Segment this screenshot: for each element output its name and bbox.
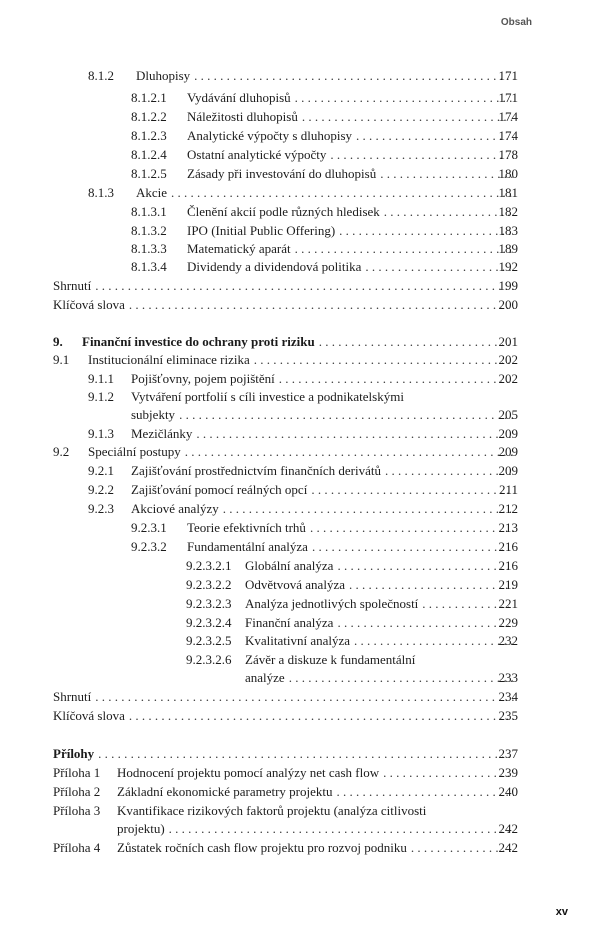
toc-entry-title: Vytváření portfolií s cíli investice a podnikatelskými xyxy=(131,389,404,404)
toc-entry-title: Odvětvová analýza xyxy=(245,577,345,592)
toc-entry-title: Závěr a diskuze k fundamentální xyxy=(245,652,416,667)
toc-entry-page: 205 xyxy=(498,407,518,422)
toc-entry-title-line xyxy=(131,501,518,517)
leader-dots xyxy=(129,708,514,724)
toc-entry-number: 9.1.2 xyxy=(88,389,114,404)
toc-entry-title-line xyxy=(117,803,426,819)
toc-entry-title-line xyxy=(117,840,518,856)
toc-entry-title: Teorie efektivních trhů xyxy=(187,520,306,535)
toc-entry-title: Institucionální eliminace rizika xyxy=(88,352,250,367)
toc-entry-title: Mezičlánky xyxy=(131,426,193,441)
toc-entry-title: Dluhopisy xyxy=(136,68,191,83)
toc-entry-title-line xyxy=(117,821,518,837)
toc-entry-title: Fundamentální analýza xyxy=(187,539,308,554)
toc-entry-title: Analytické výpočty s dluhopisy xyxy=(187,128,353,143)
toc-entry-title-line xyxy=(187,109,518,125)
toc-entry-title: Zajišťování pomocí reálných opcí xyxy=(131,482,308,497)
toc-entry-number: Příloha 3 xyxy=(53,803,101,818)
toc-entry-title-line xyxy=(187,90,518,106)
leader-dots xyxy=(171,185,514,201)
toc-entry-number: 9. xyxy=(53,334,63,349)
toc-entry-title: Finanční investice do ochrany proti riziku xyxy=(82,334,315,349)
toc-entry-title-line xyxy=(131,482,518,498)
toc-entry-number: 8.1.2 xyxy=(88,68,114,83)
toc-entry-page: 182 xyxy=(498,204,518,219)
toc-entry-page: 239 xyxy=(498,765,518,780)
toc-entry-title-line xyxy=(187,147,518,163)
toc-entry-title: Vydávání dluhopisů xyxy=(187,90,291,105)
toc-entry-number: 8.1.3.2 xyxy=(131,223,167,238)
toc-entry-number: 9.2 xyxy=(53,444,70,459)
leader-dots xyxy=(254,352,514,368)
toc-entry-number: 8.1.2.3 xyxy=(131,128,167,143)
toc-entry-page: 202 xyxy=(498,352,518,367)
toc-entry-title: Kvalitativní analýza xyxy=(245,633,351,648)
toc-entry-number: 9.2.3.2.4 xyxy=(186,615,232,630)
toc-entry-page: 181 xyxy=(498,185,518,200)
toc-entry-title: Speciální postupy xyxy=(88,444,181,459)
toc-entry-title: Kvantifikace rizikových faktorů projektu (analýza citlivosti xyxy=(117,803,427,818)
toc-entry-title: Akciové analýzy xyxy=(131,501,219,516)
toc-entry-page: 221 xyxy=(498,596,518,611)
toc-entry-page: 211 xyxy=(498,482,518,497)
toc-entry-number: 8.1.3.3 xyxy=(131,241,167,256)
toc-entry-title-line xyxy=(131,463,518,479)
leader-dots xyxy=(169,821,514,837)
toc-entry-title: Matematický aparát xyxy=(187,241,291,256)
toc-entry-number: 8.1.3.1 xyxy=(131,204,167,219)
toc-entry-number: 9.2.3 xyxy=(88,501,114,516)
toc-entry-title: Pojišťovny, pojem pojištění xyxy=(131,371,275,386)
toc-entry-number: Příloha 4 xyxy=(53,840,101,855)
toc-entry-page: 242 xyxy=(498,821,518,836)
toc-entry-page: 209 xyxy=(498,444,518,459)
toc-entry-title-line xyxy=(187,166,518,182)
leader-dots xyxy=(223,501,514,517)
toc-entry-title: Finanční analýza xyxy=(245,615,334,630)
toc-entry-number: 9.2.3.2.3 xyxy=(186,596,232,611)
toc-entry-title-line xyxy=(131,407,518,423)
toc-entry-title-line xyxy=(187,223,518,239)
toc-entry-title: projektu) xyxy=(117,821,165,836)
toc-entry-title-line xyxy=(187,204,518,220)
toc-entry-number: 9.2.3.2.2 xyxy=(186,577,232,592)
toc-entry-title-line xyxy=(187,259,518,275)
toc-entry-page: 240 xyxy=(498,784,518,799)
toc-entry-title: Zůstatek ročních cash flow projektu pro rozvoj podniku xyxy=(117,840,407,855)
toc-entry-number: Příloha 1 xyxy=(53,765,101,780)
toc-entry-page: 180 xyxy=(498,166,518,181)
toc-entry-page: 233 xyxy=(498,670,518,685)
toc-entry-title: Klíčová slova xyxy=(53,708,125,723)
toc-entry-title-line xyxy=(245,652,415,668)
toc-entry-title: Globální analýza xyxy=(245,558,334,573)
toc-entry-title-line xyxy=(53,689,518,705)
toc-entry-title-line xyxy=(88,444,518,460)
toc-entry-title-line xyxy=(136,68,518,84)
toc-entry-page: 174 xyxy=(498,109,518,124)
toc-entry-number: 9.2.3.2.1 xyxy=(186,558,232,573)
leader-dots xyxy=(95,278,514,294)
toc-entry-title-line xyxy=(53,297,518,313)
toc-entry-number: 8.1.3 xyxy=(88,185,114,200)
toc-entry-title-line xyxy=(131,426,518,442)
toc-entry-title-line xyxy=(136,185,518,201)
toc-entry-page: 171 xyxy=(498,68,518,83)
toc-entry-title-line xyxy=(187,241,518,257)
toc-entry-page: 171 xyxy=(498,90,518,105)
toc-entry-page: 201 xyxy=(498,334,518,349)
toc-entry-title: IPO (Initial Public Offering) xyxy=(187,223,336,238)
toc-entry-number: 9.2.3.2 xyxy=(131,539,167,554)
toc-entry-page: 209 xyxy=(498,426,518,441)
leader-dots xyxy=(129,297,514,313)
toc-entry-page: 235 xyxy=(498,708,518,723)
toc-entry-page: 216 xyxy=(498,539,518,554)
toc-entry-title-line xyxy=(82,334,518,350)
toc-entry-title-line xyxy=(187,539,518,555)
toc-entry-number: 9.2.3.2.5 xyxy=(186,633,232,648)
toc-entry-title-line xyxy=(131,371,518,387)
leader-dots xyxy=(196,426,514,442)
toc-entry-page: 242 xyxy=(498,840,518,855)
toc-entry-page: 209 xyxy=(498,463,518,478)
toc-entry-title: Shrnutí xyxy=(53,278,92,293)
toc-entry-page: 237 xyxy=(498,746,518,761)
toc-entry-title: Zajišťování prostřednictvím finančních derivátů xyxy=(131,463,381,478)
toc-entry-page: 200 xyxy=(498,297,518,312)
toc-entry-number: 8.1.2.5 xyxy=(131,166,167,181)
toc-entry-number: 8.1.2.4 xyxy=(131,147,167,162)
running-head: Obsah xyxy=(500,17,532,28)
toc-entry-title-line xyxy=(53,746,518,762)
toc-entry-title: Analýza jednotlivých společností xyxy=(245,596,419,611)
toc-entry-title-line xyxy=(53,708,518,724)
toc-entry-page: 189 xyxy=(498,241,518,256)
toc-entry-number: 8.1.2.2 xyxy=(131,109,167,124)
page-number: xv xyxy=(555,906,568,918)
toc-entry-number: 8.1.2.1 xyxy=(131,90,167,105)
toc-entry-number: 8.1.3.4 xyxy=(131,259,167,274)
toc-entry-number: 9.2.2 xyxy=(88,482,114,497)
toc-entry-title-line xyxy=(187,520,518,536)
toc-entry-title: subjekty xyxy=(131,407,176,422)
toc-entry-page: 216 xyxy=(498,558,518,573)
toc-entry-title: Základní ekonomické parametry projektu xyxy=(117,784,333,799)
toc-entry-title: Ostatní analytické výpočty xyxy=(187,147,327,162)
toc-entry-number: 9.1 xyxy=(53,352,70,367)
toc-entry-title-line xyxy=(53,278,518,294)
toc-entry-title: Akcie xyxy=(136,185,168,200)
leader-dots xyxy=(95,689,514,705)
toc-entry-number: 9.1.1 xyxy=(88,371,114,386)
toc-entry-page: 232 xyxy=(498,633,518,648)
leader-dots xyxy=(185,444,514,460)
toc-entry-title: Shrnutí xyxy=(53,689,92,704)
toc-entry-title: Klíčová slova xyxy=(53,297,125,312)
toc-entry-page: 178 xyxy=(498,147,518,162)
toc-entry-number: 9.2.1 xyxy=(88,463,114,478)
toc-entry-number: 9.1.3 xyxy=(88,426,114,441)
toc-entry-page: 202 xyxy=(498,371,518,386)
toc-entry-title: Zásady při investování do dluhopisů xyxy=(187,166,377,181)
toc-entry-number: 9.2.3.2.6 xyxy=(186,652,232,667)
toc-entry-title: Přílohy xyxy=(53,746,95,761)
toc-entry-title: analýze xyxy=(245,670,285,685)
toc-entry-title: Hodnocení projektu pomocí analýzy net cash flow xyxy=(117,765,380,780)
leader-dots xyxy=(194,68,514,84)
toc-entry-page: 192 xyxy=(498,259,518,274)
toc-entry-page: 229 xyxy=(498,615,518,630)
toc-entry-page: 213 xyxy=(498,520,518,535)
toc-entry-page: 199 xyxy=(498,278,518,293)
toc-entry-page: 174 xyxy=(498,128,518,143)
toc-entry-title-line xyxy=(187,128,518,144)
toc-entry-title-line xyxy=(131,389,404,405)
toc-entry-title: Náležitosti dluhopisů xyxy=(187,109,298,124)
toc-entry-page: 212 xyxy=(498,501,518,516)
toc-entry-page: 219 xyxy=(498,577,518,592)
toc-entry-title: Dividendy a dividendová politika xyxy=(187,259,362,274)
toc-entry-number: Příloha 2 xyxy=(53,784,101,799)
toc-entry-title: Členění akcií podle různých hledisek xyxy=(187,204,380,219)
toc-entry-page: 183 xyxy=(498,223,518,238)
toc-entry-page: 234 xyxy=(498,689,518,704)
toc-entry-title-line xyxy=(117,765,518,781)
toc-entry-title-line xyxy=(88,352,518,368)
toc-entry-number: 9.2.3.1 xyxy=(131,520,167,535)
leader-dots xyxy=(98,746,514,762)
toc-entry-title-line xyxy=(117,784,518,800)
leader-dots xyxy=(179,407,514,423)
